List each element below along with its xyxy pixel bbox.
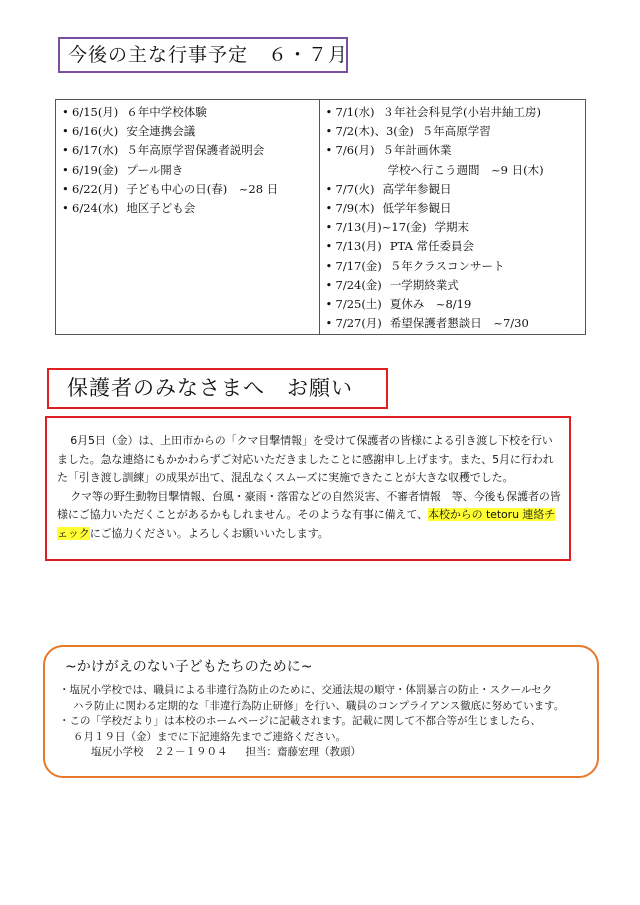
event-date: 7/17(金) <box>335 258 382 273</box>
event-text: ５年高原学習保護者説明会 <box>126 143 265 158</box>
event-text: 低学年参観日 <box>382 200 452 215</box>
event-text: 学期末 <box>434 220 470 235</box>
event-date: 6/17(水) <box>72 143 119 158</box>
event-bullet: • <box>325 316 333 331</box>
event-bullet: • <box>325 124 333 139</box>
request-paragraph-1: 6月5日（金）は、上田市からの「クマ目撃情報」を受けて保護者の皆様による引き渡し下校を行いました。急な連絡にもかかわらずご対応いただきましたことに感謝申し上げます。また、5月に行われた「引き渡し訓練」の成果が出て、混乱なくスムーズに実施できたことが大きな収穫でした。 <box>57 434 554 485</box>
event-item <box>326 314 586 333</box>
event-item <box>62 103 319 122</box>
event-date: 6/24(水) <box>72 200 119 215</box>
tetoru-check-highlight: 本校からの tetoru 連絡チェック <box>57 508 556 540</box>
event-date: 7/9(木) <box>335 200 375 215</box>
event-bullet: • <box>325 258 333 273</box>
event-text: ６年中学校体験 <box>126 105 207 119</box>
event-text: プール開き <box>126 162 184 177</box>
event-item <box>62 122 319 141</box>
info-box <box>43 645 599 778</box>
request-paragraph-2-text: クマ等の野生動物目撃情報、台風・豪雨・落雷などの自然災害、不審者情報 等、今後も保護者の皆様にご協力いただくことがあるかもしれません。そのような有事に備えて、 <box>57 489 561 522</box>
june-events-column <box>56 100 320 334</box>
event-bullet: • <box>325 220 333 235</box>
event-text: ５年クラスコンサート <box>389 258 505 273</box>
event-bullet: • <box>325 296 333 311</box>
event-text: 一学期終業式 <box>389 277 459 292</box>
request-box <box>45 416 571 561</box>
event-date: 7/6(月) <box>335 143 375 158</box>
request-title: 保護者のみなさまへ お願い <box>47 368 388 409</box>
event-date: 7/27(月) <box>335 316 382 331</box>
event-text: ５年高原学習 <box>421 124 491 139</box>
event-item <box>326 161 586 180</box>
july-events-column <box>320 100 586 334</box>
event-item <box>326 180 586 199</box>
info-item-compliance <box>59 683 583 714</box>
event-bullet: • <box>325 105 333 119</box>
events-title: 今後の主な行事予定 ６・７月 <box>58 37 348 73</box>
contact-person: 担当：齋藤宏理（教頭） <box>245 746 361 758</box>
event-item <box>326 199 586 218</box>
event-date: 7/7(火) <box>335 181 375 196</box>
june-events-list <box>62 103 319 218</box>
event-text: 学校へ行こう週間 ~9 日(木) <box>387 162 544 177</box>
event-text: ３年社会科見学(小岩井紬工房) <box>382 105 541 119</box>
event-item <box>326 237 586 256</box>
event-date: 6/16(火) <box>72 124 119 139</box>
event-text: 夏休み ~8/19 <box>389 296 472 311</box>
july-events-list <box>326 103 586 333</box>
event-text: 安全連携会議 <box>126 124 196 139</box>
event-bullet: • <box>325 277 333 292</box>
event-bullet: • <box>325 239 333 254</box>
event-date: 6/19(金) <box>72 162 119 177</box>
event-item <box>62 161 319 180</box>
info-item-compliance-line2: ハラ防止に関わる定期的な「非違行為防止研修」を行い、職員のコンプライアンス徹底に努めています。 <box>73 699 565 712</box>
event-text: PTA 常任委員会 <box>389 239 475 254</box>
request-paragraph-2 <box>57 488 561 544</box>
event-bullet: • <box>62 162 69 177</box>
event-item <box>62 180 319 199</box>
event-bullet: • <box>62 181 69 196</box>
event-item <box>326 141 586 160</box>
event-item <box>326 295 586 314</box>
info-title: ~かけがえのない子どもたちのために~ <box>65 659 313 675</box>
event-date: 7/13(月) <box>335 239 382 254</box>
event-bullet: • <box>325 181 333 196</box>
event-text: 地区子ども会 <box>126 200 196 215</box>
event-item <box>326 218 586 237</box>
info-item-compliance-line1: ・塩尻小学校では、職員による非違行為防止のために、交通法規の順守・体罰暴言の防止・スクールセク <box>59 684 553 696</box>
event-item <box>326 122 586 141</box>
event-bullet: • <box>62 200 69 215</box>
event-item <box>62 199 319 218</box>
info-item-newsletter-line2: ６月１９日（金）までに下記連絡先までご連絡ください。 <box>73 730 346 743</box>
event-date: 7/24(金) <box>335 277 382 292</box>
event-item <box>326 257 586 276</box>
info-item-newsletter <box>59 714 583 745</box>
info-item-newsletter-line1: ・この「学校だより」は本校のホームページに記載されます。記載に関して不都合等が生じましたら、 <box>59 715 541 727</box>
event-bullet: • <box>62 143 69 158</box>
event-bullet: • <box>325 143 333 158</box>
event-bullet: • <box>325 200 333 215</box>
contact-school: 塩尻小学校 ２２－１９０４ <box>91 746 228 758</box>
events-table <box>55 99 586 335</box>
event-text: ５年計画休業 <box>382 143 452 158</box>
event-date: 7/13(月)~17(金) <box>335 220 427 235</box>
request-paragraph-2-end: にご協力ください。よろしくお願いいたします。 <box>89 526 329 540</box>
event-date: 6/15(月) <box>72 105 119 119</box>
event-date: 7/25(土) <box>335 296 382 311</box>
event-bullet: • <box>62 124 69 139</box>
event-date: 7/2(木)、3(金) <box>335 124 414 139</box>
event-text: 希望保護者懇談日 ~7/30 <box>389 316 529 331</box>
event-item <box>62 141 319 160</box>
contact-line <box>91 745 583 761</box>
event-text: 子ども中心の日(春) ~28 日 <box>126 181 279 196</box>
event-bullet: • <box>62 105 69 119</box>
event-text: 高学年参観日 <box>382 181 452 196</box>
event-date: 6/22(月) <box>72 181 119 196</box>
event-item <box>326 276 586 295</box>
event-date: 7/1(水) <box>335 105 375 119</box>
event-item <box>326 103 586 122</box>
